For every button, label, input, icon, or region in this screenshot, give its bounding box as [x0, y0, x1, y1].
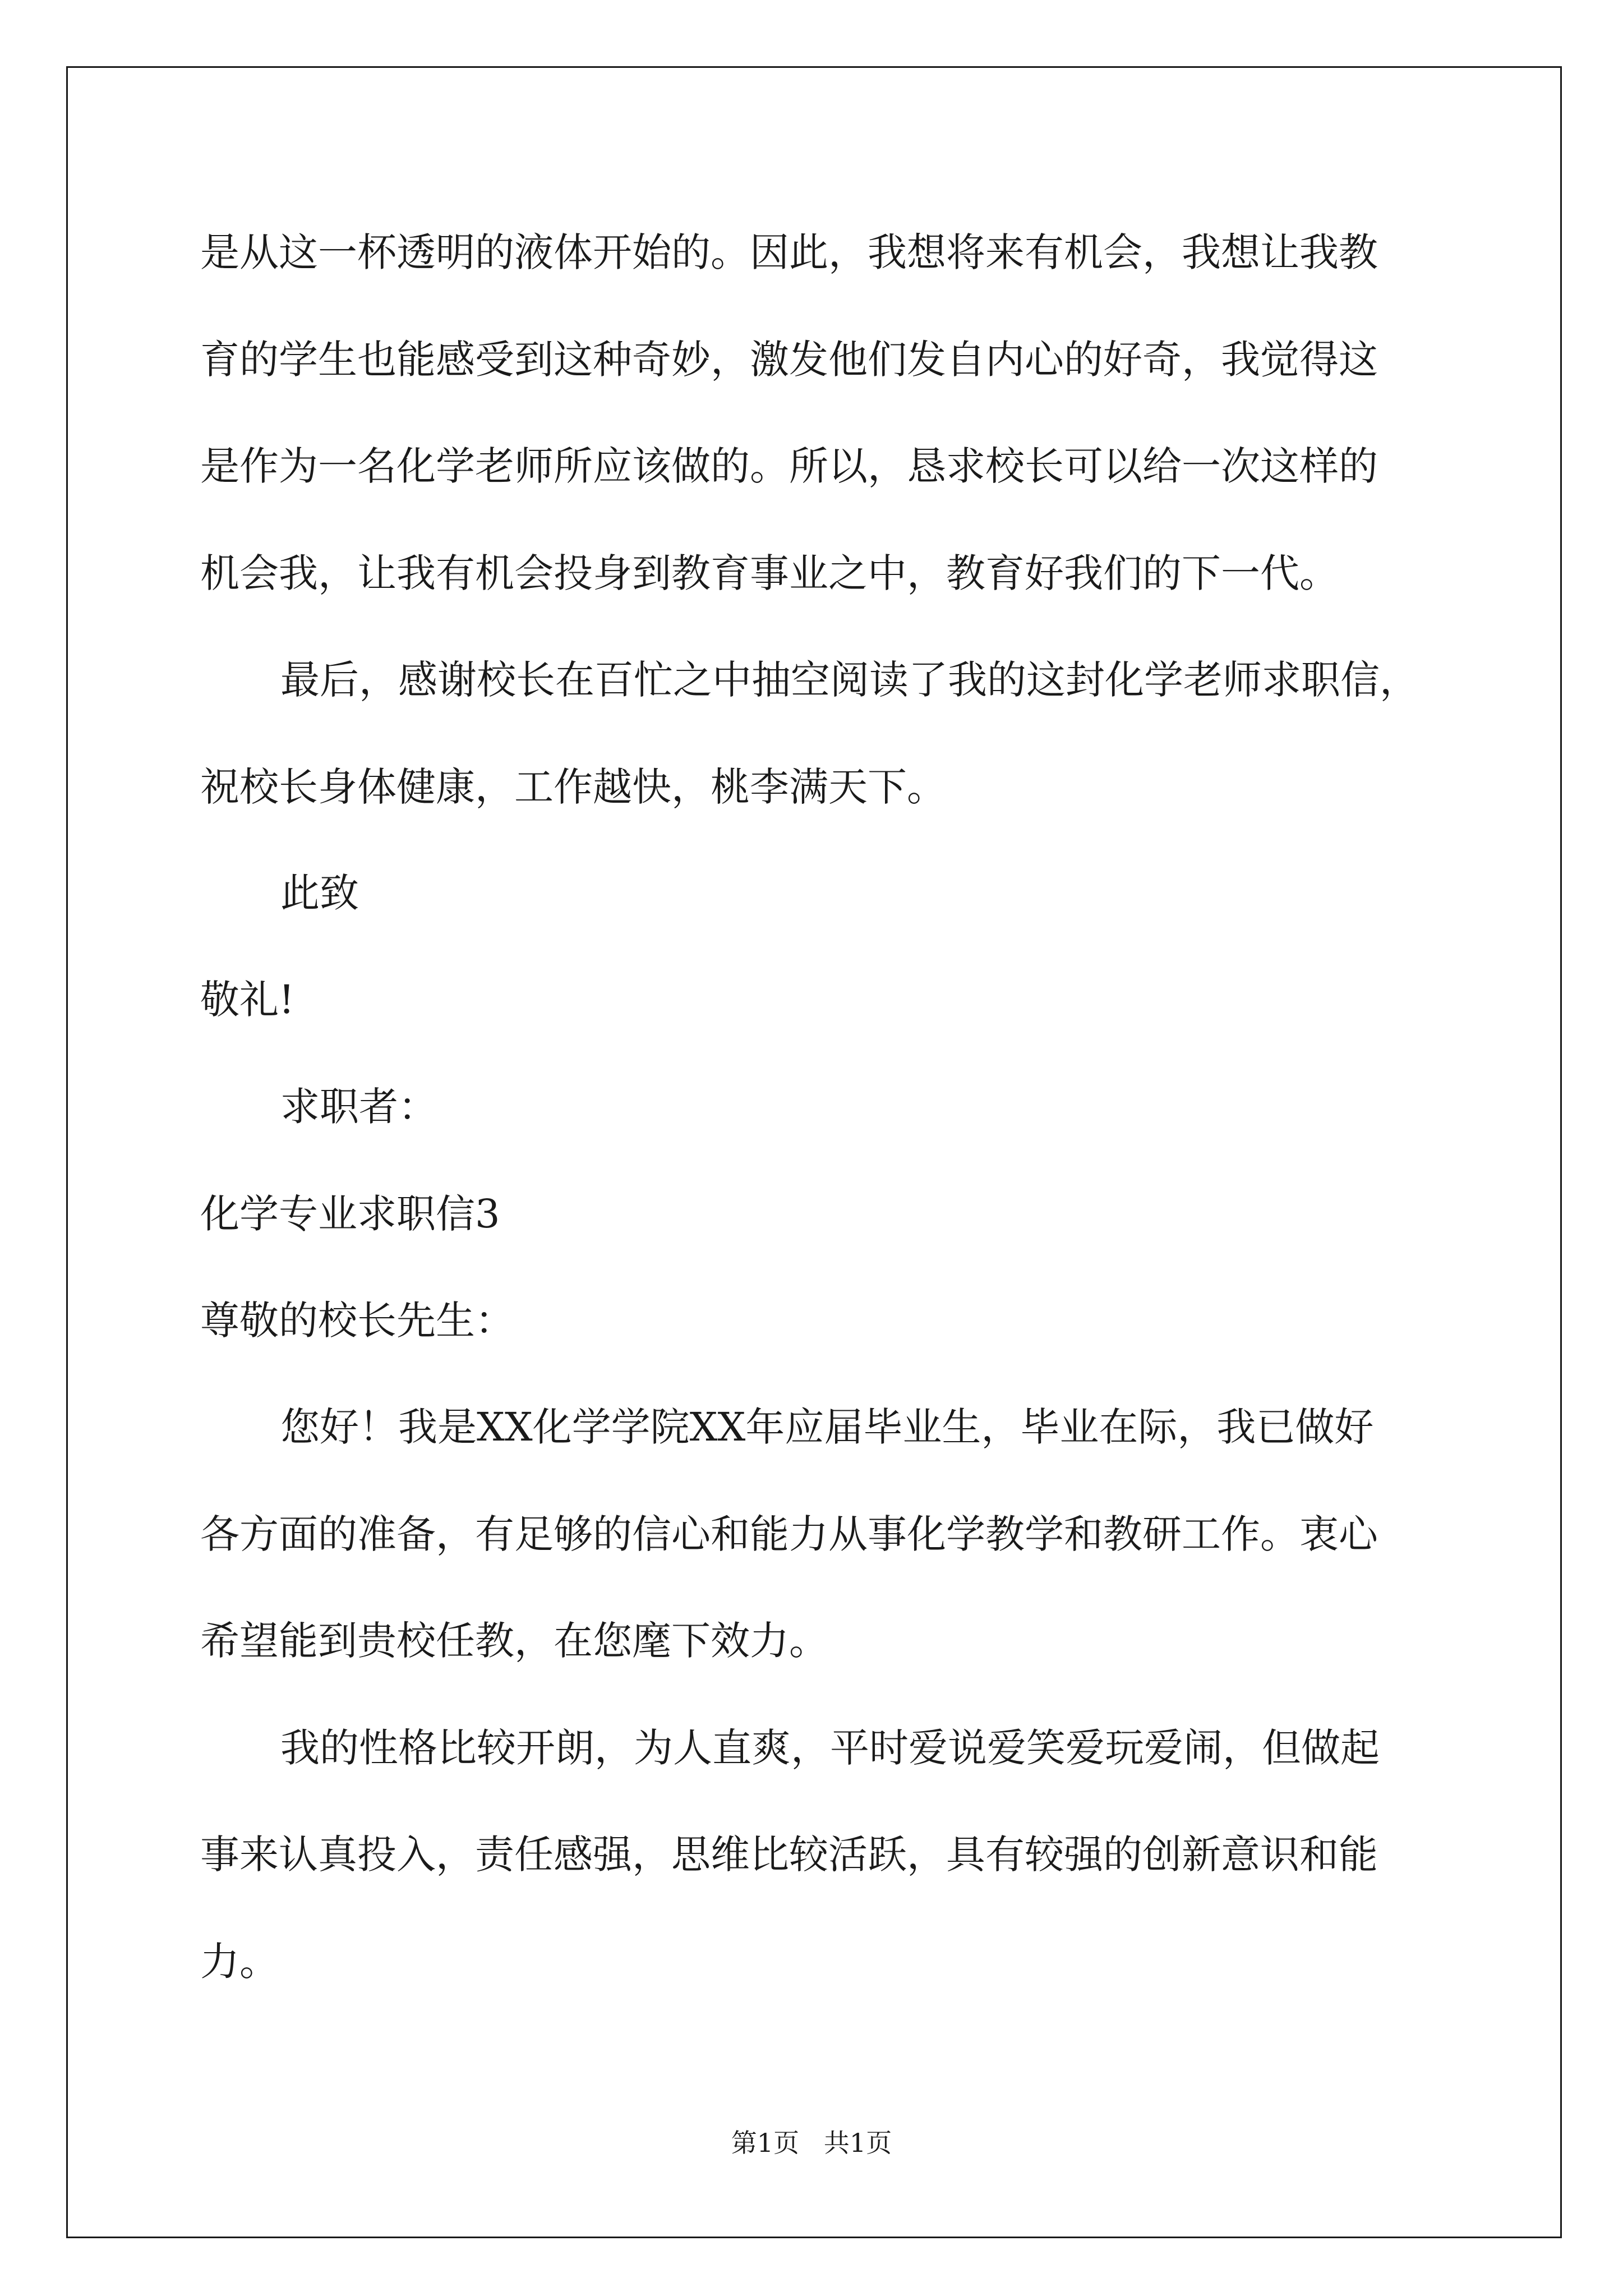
body-line: 事来认真投入，责任感强，思维比较活跃，具有较强的创新意识和能 — [200, 1832, 1378, 1878]
body-line: 最后，感谢校长在百忙之中抽空阅读了我的这封化学老师求职信， — [280, 657, 1419, 703]
page-number-footer: 第1页 共1页 — [731, 2128, 892, 2158]
body-line: 力。 — [200, 1939, 279, 1985]
body-line: 机会我，让我有机会投身到教育事业之中，教育好我们的下一代。 — [200, 550, 1339, 596]
greeting: 尊敬的校长先生： — [200, 1297, 514, 1343]
signature-label: 求职者： — [280, 1084, 437, 1130]
body-line: 是从这一杯透明的液体开始的。因此，我想将来有机会，我想让我教 — [200, 229, 1378, 275]
page-border — [66, 66, 1562, 2238]
body-line: 我的性格比较开朗，为人直爽，平时爱说爱笑爱玩爱闹，但做起 — [280, 1725, 1380, 1771]
section-title: 化学专业求职信3 — [200, 1191, 500, 1237]
body-line: 是作为一名化学老师所应该做的。所以，恳求校长可以给一次这样的 — [200, 443, 1378, 489]
body-line: 祝校长身体健康，工作越快，桃李满天下。 — [200, 764, 946, 810]
body-line: 各方面的准备，有足够的信心和能力从事化学教学和教研工作。衷心 — [200, 1511, 1378, 1557]
closing-salutation: 此致 — [280, 870, 359, 916]
closing-regards: 敬礼! — [200, 977, 295, 1023]
body-line: 您好！我是XX化学学院XX年应届毕业生，毕业在际，我已做好 — [280, 1404, 1374, 1450]
body-line: 希望能到贵校任教，在您麾下效力。 — [200, 1618, 828, 1664]
body-line: 育的学生也能感受到这种奇妙，激发他们发自内心的好奇，我觉得这 — [200, 337, 1378, 383]
